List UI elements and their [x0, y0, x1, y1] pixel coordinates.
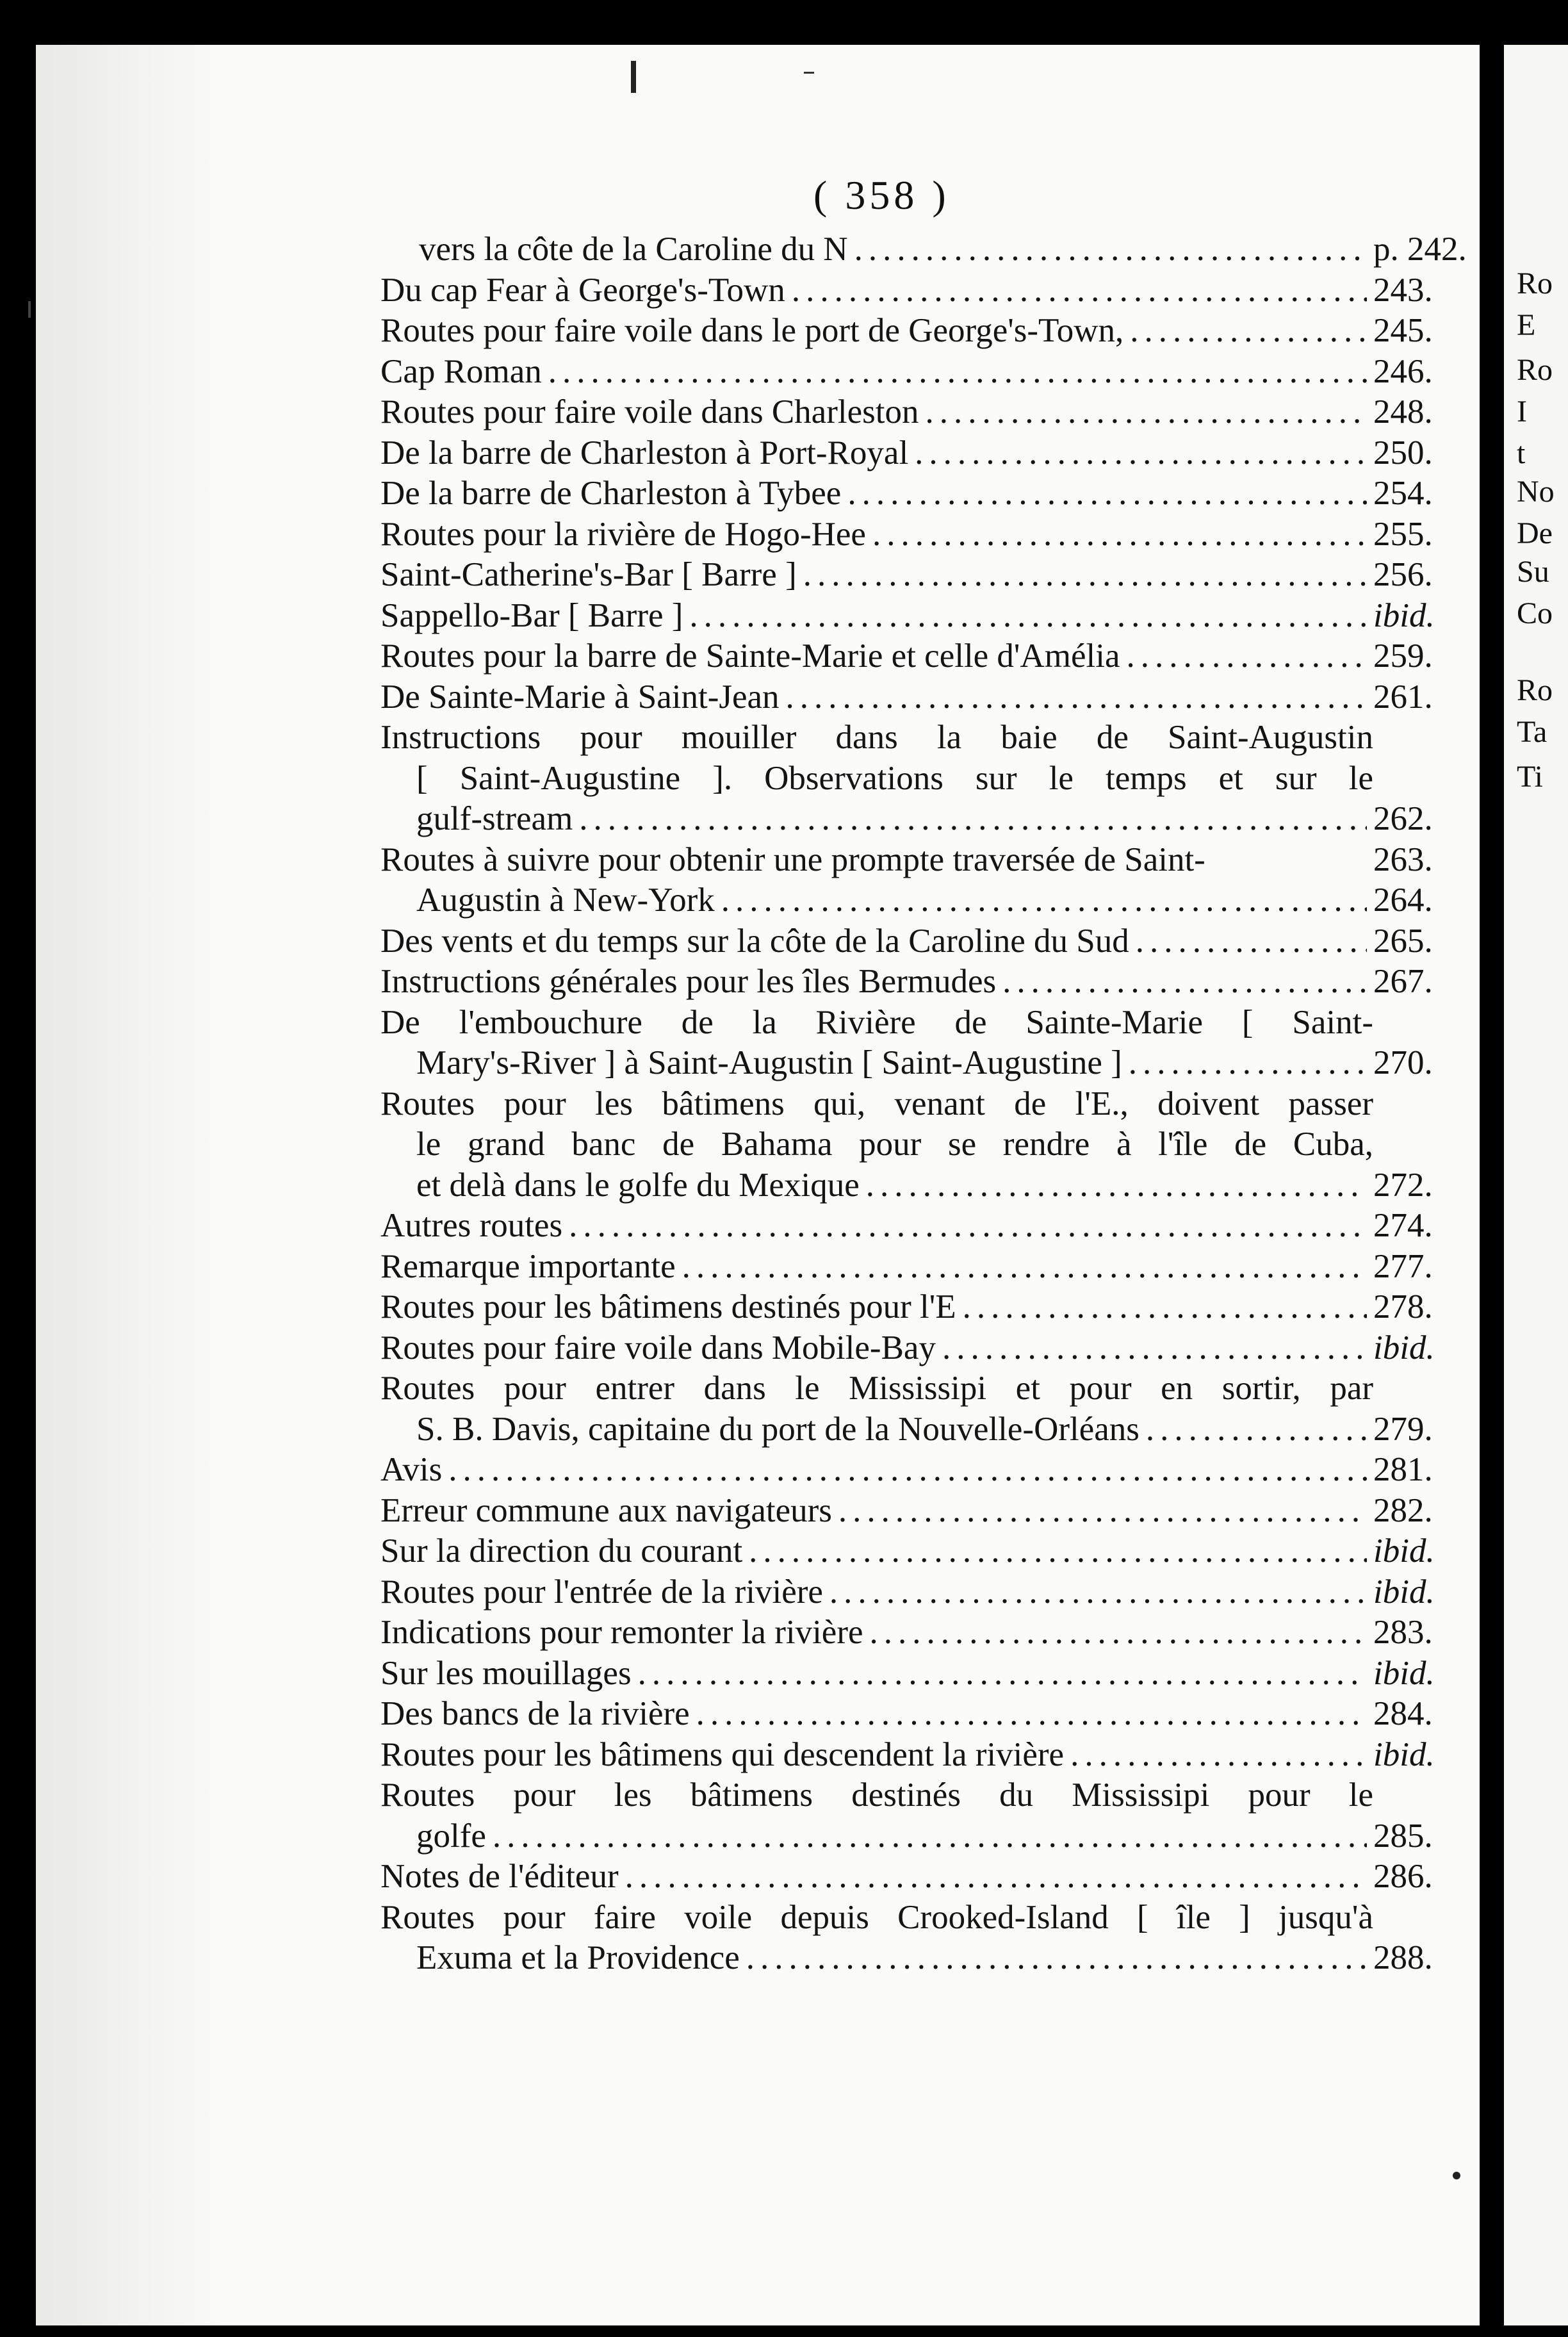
- toc-entry-title: Routes pour les bâtimens destinés du Mississipi pour le: [380, 1776, 1373, 1814]
- toc-entry-page: 262.: [1373, 800, 1433, 837]
- toc-entry: [380, 1653, 1457, 1694]
- toc-entry-title: Routes pour les bâtimens qui, venant de l'E., doivent passer: [380, 1085, 1373, 1122]
- facing-page-text: Ro: [1517, 353, 1553, 387]
- page-shadow: [36, 45, 234, 2325]
- toc-entry-title: Remarque importante: [380, 1247, 676, 1285]
- dot-leader: [638, 1653, 1367, 1694]
- toc-entry-page: ibid.: [1373, 596, 1435, 634]
- toc-entry-title: Instructions pour mouiller dans la baie de Saint-Augustin: [380, 719, 1373, 756]
- toc-entry-page: 263.: [1373, 840, 1433, 878]
- toc-entry-title: gulf-stream: [416, 800, 573, 837]
- facing-page-text: E: [1517, 308, 1536, 342]
- toc-entry-title: S. B. Davis, capitaine du port de la Nouvelle-Orléans: [416, 1410, 1139, 1448]
- table-of-contents: [380, 229, 1467, 1979]
- dot-leader: [1146, 1409, 1367, 1450]
- dot-leader: [915, 433, 1367, 474]
- toc-entry-title: Routes pour la barre de Sainte-Marie et celle d'Amélia: [380, 637, 1120, 675]
- toc-entry-title: Notes de l'éditeur: [380, 1858, 619, 1895]
- toc-entry-page: ibid.: [1373, 1735, 1435, 1773]
- dot-leader: [749, 1531, 1367, 1572]
- toc-entry: [380, 758, 1457, 800]
- toc-entry-title: Sur la direction du courant: [380, 1532, 743, 1570]
- toc-entry-page: 254.: [1373, 475, 1433, 512]
- toc-entry: [380, 270, 1457, 311]
- toc-entry: [380, 1368, 1457, 1409]
- toc-entry: [380, 392, 1457, 433]
- toc-entry-title: et delà dans le golfe du Mexique: [416, 1166, 860, 1204]
- toc-entry-title: De Sainte-Marie à Saint-Jean: [380, 678, 780, 716]
- toc-entry-page: 283.: [1373, 1614, 1433, 1651]
- toc-entry-page: p. 242.: [1373, 231, 1467, 268]
- toc-entry: [380, 1938, 1457, 1979]
- toc-entry-page: 285.: [1373, 1817, 1433, 1855]
- toc-entry: [380, 555, 1457, 596]
- toc-entry-title: vers la côte de la Caroline du N: [419, 231, 848, 268]
- toc-entry: [380, 636, 1457, 677]
- toc-entry: [380, 433, 1457, 474]
- toc-entry: [380, 1084, 1457, 1125]
- toc-entry: [380, 1165, 1457, 1206]
- toc-entry: [380, 1409, 1457, 1450]
- dot-leader: [689, 596, 1367, 637]
- toc-entry-title: Des bancs de la rivière: [380, 1695, 690, 1732]
- toc-entry-title: Sappello-Bar [ Barre ]: [380, 596, 683, 634]
- dot-leader: [682, 1247, 1367, 1288]
- toc-entry-page: 277.: [1373, 1247, 1433, 1285]
- dot-leader: [1070, 1735, 1367, 1776]
- dot-leader: [579, 799, 1367, 840]
- dot-leader: [942, 1328, 1367, 1369]
- toc-entry: [380, 1735, 1457, 1776]
- toc-entry: [380, 1531, 1457, 1572]
- toc-entry: [380, 1450, 1457, 1491]
- facing-page-text: De: [1517, 516, 1553, 550]
- toc-entry: [380, 962, 1457, 1003]
- toc-entry-page: ibid.: [1373, 1654, 1435, 1692]
- facing-page-text: Ro: [1517, 266, 1553, 300]
- dot-leader: [569, 1206, 1367, 1247]
- facing-page-text: Su: [1517, 555, 1549, 589]
- toc-entry-title: Routes pour faire voile dans Mobile-Bay: [380, 1329, 936, 1366]
- toc-entry-title: Routes pour les bâtimens destinés pour l'E: [380, 1288, 956, 1325]
- ink-mark: [28, 301, 31, 318]
- facing-page-text: No: [1517, 475, 1555, 509]
- ink-mark: [631, 61, 636, 93]
- toc-entry-title: Routes pour l'entrée de la rivière: [380, 1573, 823, 1611]
- facing-page-text: I: [1517, 395, 1527, 429]
- toc-entry: [380, 596, 1457, 637]
- dot-leader: [854, 229, 1367, 270]
- ink-mark: [804, 72, 814, 74]
- toc-entry: [380, 1572, 1457, 1613]
- toc-entry-page: ibid.: [1373, 1573, 1435, 1611]
- dot-leader: [866, 1165, 1367, 1206]
- toc-entry: [380, 1328, 1457, 1369]
- toc-entry: [380, 352, 1457, 393]
- toc-entry-title: De la barre de Charleston à Tybee: [380, 475, 842, 512]
- toc-entry: [380, 1206, 1457, 1247]
- toc-entry-title: le grand banc de Bahama pour se rendre à l'île de Cuba,: [416, 1126, 1373, 1163]
- dot-leader: [448, 1450, 1367, 1491]
- facing-page-text: Ta: [1517, 715, 1548, 749]
- toc-entry-title: Routes pour les bâtimens qui descendent la rivière: [380, 1735, 1065, 1773]
- dot-leader: [870, 1612, 1368, 1653]
- toc-entry: [380, 880, 1457, 921]
- toc-entry: [380, 840, 1457, 881]
- toc-entry-page: 243.: [1373, 271, 1433, 309]
- toc-entry-title: Augustin à New-York: [416, 882, 715, 919]
- page-number: ( 358 ): [813, 172, 950, 218]
- toc-entry-title: Sur les mouillages: [380, 1654, 632, 1692]
- facing-page-text: t: [1517, 436, 1526, 470]
- toc-entry-title: De la barre de Charleston à Port-Royal: [380, 434, 909, 472]
- toc-entry: [380, 473, 1457, 514]
- toc-entry-page: 248.: [1373, 393, 1433, 430]
- toc-entry-title: Cap Roman: [380, 352, 542, 390]
- toc-entry: [380, 1857, 1457, 1898]
- toc-entry: [380, 1003, 1457, 1044]
- toc-entry-title: Saint-Catherine's-Bar [ Barre ]: [380, 556, 797, 593]
- toc-entry-title: Routes pour entrer dans le Mississipi et pour en sortir, par: [380, 1370, 1373, 1407]
- toc-entry: [380, 1491, 1457, 1532]
- toc-entry-page: 245.: [1373, 312, 1433, 349]
- dot-leader: [792, 270, 1367, 311]
- dot-leader: [625, 1857, 1367, 1898]
- toc-entry: [380, 1612, 1457, 1653]
- toc-entry: [380, 677, 1457, 718]
- toc-entry-page: 278.: [1373, 1288, 1433, 1325]
- toc-entry: [380, 1124, 1457, 1165]
- dot-leader: [721, 880, 1367, 921]
- dot-leader: [963, 1287, 1367, 1328]
- toc-entry-title: De l'embouchure de la Rivière de Sainte-Marie [ Saint-: [380, 1003, 1373, 1041]
- toc-entry-page: 286.: [1373, 1858, 1433, 1895]
- toc-entry-page: 282.: [1373, 1491, 1433, 1529]
- dot-leader: [838, 1491, 1367, 1532]
- toc-entry-title: [ Saint-Augustine ]. Observations sur le temps et sur le: [416, 759, 1373, 797]
- dot-leader: [847, 473, 1367, 514]
- toc-entry-page: 265.: [1373, 922, 1433, 960]
- toc-entry-title: golfe: [416, 1817, 486, 1855]
- toc-entry: [380, 1694, 1457, 1735]
- toc-entry-page: 267.: [1373, 963, 1433, 1000]
- toc-entry: [380, 1816, 1457, 1857]
- toc-entry-page: 281.: [1373, 1451, 1433, 1488]
- toc-entry: [380, 1775, 1457, 1816]
- toc-entry: [380, 229, 1467, 270]
- dot-leader: [696, 1694, 1367, 1735]
- toc-entry: [380, 1247, 1457, 1288]
- toc-entry-page: 246.: [1373, 352, 1433, 390]
- toc-entry-page: 274.: [1373, 1207, 1433, 1244]
- dot-leader: [1126, 636, 1367, 677]
- dot-leader: [1130, 311, 1367, 352]
- ink-mark: [1453, 2172, 1460, 2179]
- toc-entry-page: 250.: [1373, 434, 1433, 472]
- facing-page-text: Ti: [1517, 760, 1543, 794]
- toc-entry-page: 279.: [1373, 1410, 1433, 1448]
- toc-entry: [380, 311, 1457, 352]
- dot-leader: [746, 1938, 1367, 1979]
- toc-entry-title: Routes pour la rivière de Hogo-Hee: [380, 515, 866, 553]
- facing-page-fragment: [1504, 45, 1568, 2325]
- toc-entry: [380, 921, 1457, 962]
- dot-leader: [786, 677, 1367, 718]
- dot-leader: [493, 1816, 1367, 1857]
- dot-leader: [872, 514, 1367, 555]
- toc-entry-title: Instructions générales pour les îles Bermudes: [380, 963, 997, 1000]
- toc-entry: [380, 799, 1457, 840]
- toc-entry-title: Avis: [380, 1451, 443, 1488]
- toc-entry-page: ibid.: [1373, 1532, 1435, 1570]
- toc-entry: [380, 1287, 1457, 1328]
- dot-leader: [1136, 921, 1367, 962]
- toc-entry-title: Autres routes: [380, 1207, 563, 1244]
- toc-entry-title: Erreur commune aux navigateurs: [380, 1491, 832, 1529]
- toc-entry-title: Mary's-River ] à Saint-Augustin [ Saint-Augustine ]: [416, 1044, 1122, 1081]
- toc-entry-page: 270.: [1373, 1044, 1433, 1081]
- dot-leader: [1002, 962, 1367, 1003]
- toc-entry-title: Indications pour remonter la rivière: [380, 1614, 863, 1651]
- toc-entry: [380, 1043, 1457, 1084]
- toc-entry: [380, 718, 1457, 758]
- facing-page-text: Ro: [1517, 673, 1553, 707]
- facing-page-text: Co: [1517, 596, 1553, 630]
- toc-entry-title: Routes pour faire voile dans le port de George's-Town,: [380, 312, 1124, 349]
- toc-entry-page: ibid.: [1373, 1329, 1435, 1366]
- toc-entry-title: Routes à suivre pour obtenir une prompte traversée de Saint-: [380, 840, 1205, 878]
- book-gutter: [1480, 26, 1504, 2337]
- toc-entry-title: Exuma et la Providence: [416, 1939, 740, 1976]
- dot-leader: [803, 555, 1367, 596]
- toc-entry-title: Routes pour faire voile depuis Crooked-Island [ île ] jusqu'à: [380, 1898, 1373, 1936]
- toc-entry-page: 284.: [1373, 1695, 1433, 1732]
- toc-entry: [380, 514, 1457, 555]
- dot-leader: [1129, 1043, 1367, 1084]
- toc-entry-title: Des vents et du temps sur la côte de la Caroline du Sud: [380, 922, 1129, 960]
- toc-entry-page: 255.: [1373, 515, 1433, 553]
- toc-entry-page: 288.: [1373, 1939, 1433, 1976]
- dot-leader: [925, 392, 1367, 433]
- toc-entry-page: 264.: [1373, 882, 1433, 919]
- toc-entry-title: Routes pour faire voile dans Charleston: [380, 393, 919, 430]
- toc-entry-page: 272.: [1373, 1166, 1433, 1204]
- dot-leader: [548, 352, 1367, 393]
- toc-entry-title: Du cap Fear à George's-Town: [380, 271, 785, 309]
- toc-entry-page: 256.: [1373, 556, 1433, 593]
- toc-entry: [380, 1898, 1457, 1939]
- toc-entry-page: 261.: [1373, 678, 1433, 716]
- dot-leader: [829, 1572, 1367, 1613]
- toc-entry-page: 259.: [1373, 637, 1433, 675]
